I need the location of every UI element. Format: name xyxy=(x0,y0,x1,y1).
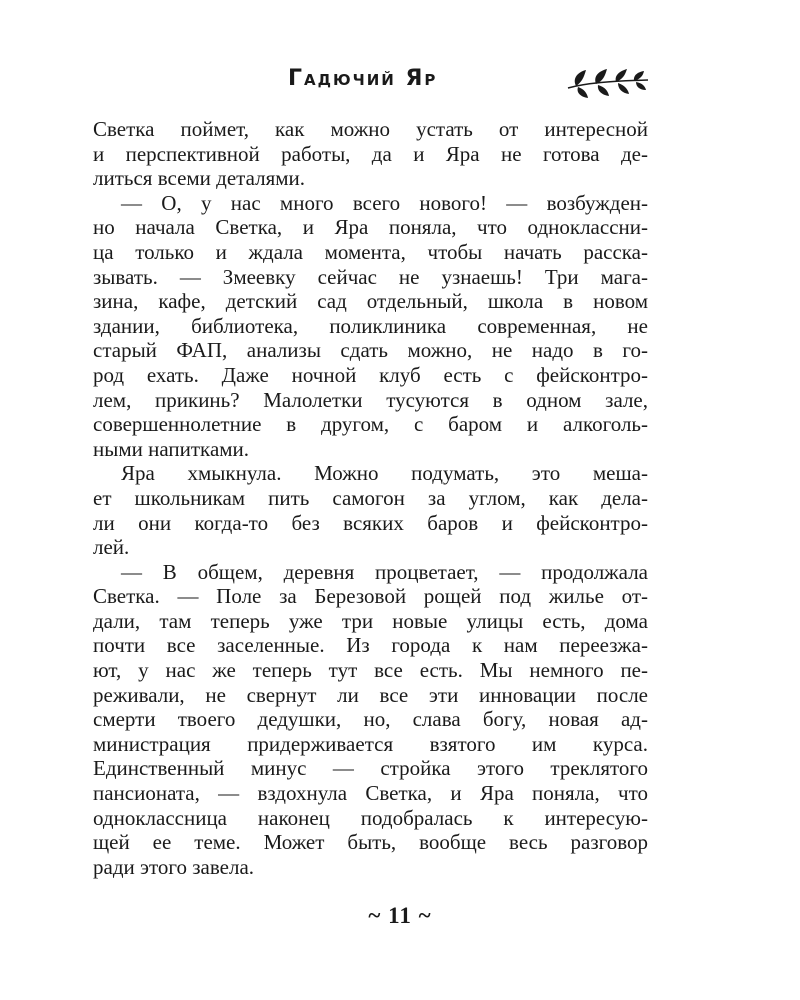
text-line: Единственный минус — стройка этого треклятого xyxy=(93,756,648,781)
text-line: лем, прикинь? Малолетки тусуются в одном зале, xyxy=(93,387,648,412)
text-line: пансионата, — вздохнула Светка, и Яра поняла, что xyxy=(93,781,648,806)
text-line: совершеннолетние в другом, с баром и алкоголь- xyxy=(93,412,648,437)
text-line: Светка поймет, как можно устать от интересной xyxy=(93,117,648,141)
page-number: ~ 11 ~ xyxy=(368,903,432,928)
text-line: щей ее теме. Может быть, вообще весь разговор xyxy=(93,830,648,855)
text-line: старый ФАП, анализы сдать можно, не надо в го- xyxy=(93,338,648,363)
text-line: здании, библиотека, поликлиника современная, не xyxy=(93,313,648,338)
text-line: дали, там теперь уже три новые улицы есть, дома xyxy=(93,608,648,633)
text-line: ли они когда-то без всяких баров и фейсконтро- xyxy=(93,510,648,535)
running-head-title: Гадючий Яр xyxy=(288,66,438,91)
text-line: почти все заселенные. Из города к нам переезжа- xyxy=(93,633,648,658)
text-line: ца только и ждала момента, чтобы начать расска- xyxy=(93,239,648,264)
text-line: ными напитками. xyxy=(93,436,250,461)
text-line: — В общем, деревня процветает, — продолжала xyxy=(121,559,648,584)
text-line: Яра хмыкнула. Можно подумать, это меша- xyxy=(121,461,648,486)
text-line: министрация придерживается взятого им курса. xyxy=(93,731,648,756)
leaf-branch-icon xyxy=(566,66,650,100)
text-line: род ехать. Даже ночной клуб есть с фейсконтро- xyxy=(93,362,648,387)
text-line: и перспективной работы, да и Яра не готова де- xyxy=(93,141,648,166)
text-line: — О, у нас много всего нового! — возбужден- xyxy=(121,190,648,215)
text-line: Светка. — Поле за Березовой рощей под жилье от- xyxy=(93,584,648,609)
text-line: ют, у нас же теперь тут все есть. Мы немного пе- xyxy=(93,658,648,683)
text-line: одноклассница наконец подобралась к интересую- xyxy=(93,805,648,830)
text-line: лей. xyxy=(93,535,130,560)
text-line: ет школьникам пить самогон за углом, как дела- xyxy=(93,485,648,510)
text-line: смерти твоего дедушки, но, слава богу, новая ад- xyxy=(93,707,648,732)
body-text xyxy=(93,117,648,879)
text-line: но начала Светка, и Яра поняла, что одноклассни- xyxy=(93,215,648,240)
text-line: зывать. — Змеевку сейчас не узнаешь! Три мага- xyxy=(93,264,648,289)
text-line: литься всеми деталями. xyxy=(93,166,306,191)
text-line: зина, кафе, детский сад отдельный, школа в новом xyxy=(93,289,648,314)
text-line: реживали, не свернут ли все эти инновации после xyxy=(93,682,648,707)
text-line: ради этого завела. xyxy=(93,854,255,879)
